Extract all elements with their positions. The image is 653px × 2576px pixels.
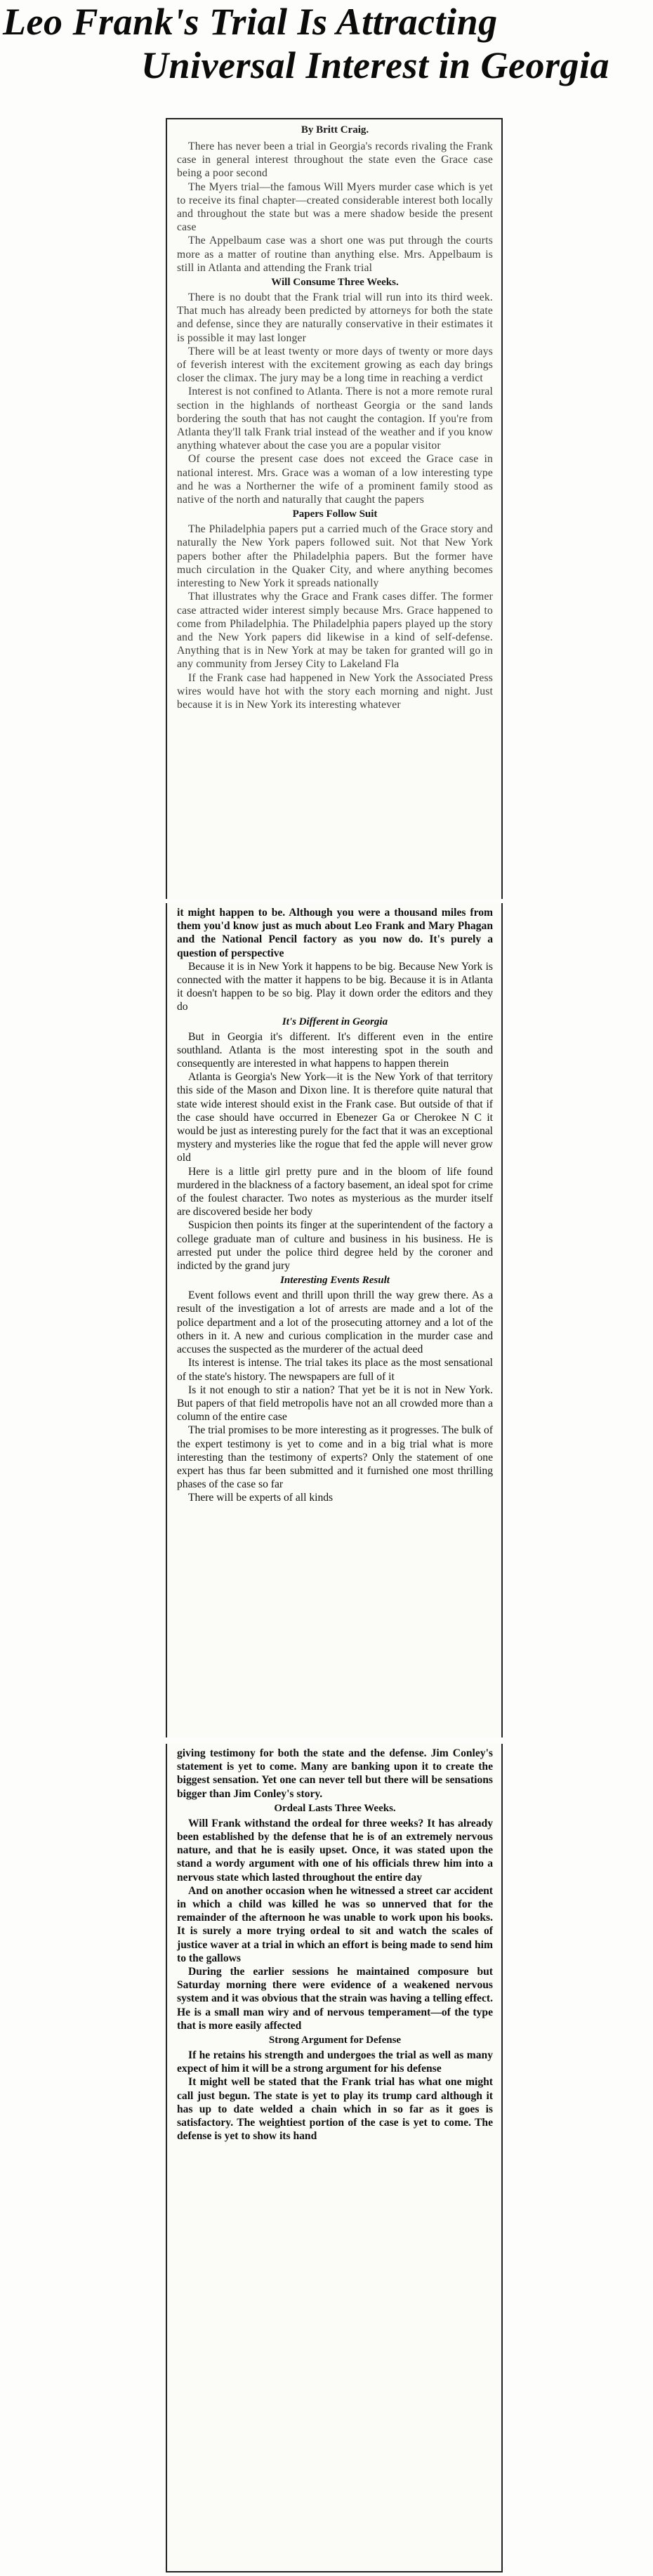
paragraph: But in Georgia it's different. It's different even in the entire southland. Atlanta is the most interesting spot in the south and consequently are interested in what happens to happen therein <box>177 1030 493 1070</box>
headline <box>3 0 650 87</box>
paragraph: Atlanta is Georgia's New York—it is the New York of that territory this side of the Mason and Dixon line. It is therefore quite natural that state wide interest should exist in the Frank case. But outside of that if the case should have occurred in Ebenezer Ga or Cherokee N C it would be just as interesting purely for the fact that it was an exceptional mystery and mysteries like the rogue that fed the apple will never grow old <box>177 1071 493 1164</box>
subheading: Papers Follow Suit <box>292 508 378 520</box>
article-column-segment-3 <box>166 1744 503 2572</box>
subheading: Strong Argument for Defense <box>268 2035 402 2046</box>
paragraph: If the Frank case had happened in New York the Associated Press wires would have hot with the story each morning and night. Just because it is in New York its interesting whatever <box>177 671 493 711</box>
headline-line-1: Leo Frank's Trial Is Attracting <box>3 1 498 43</box>
paragraph: Of course the present case does not exceed the Grace case in national interest. Mrs. Grace was a woman of a low interesting type and he was a Northerner the wife of a prominent family stood as native of the north and naturally that caught the papers <box>177 453 493 506</box>
paragraph: giving testimony for both the state and the defense. Jim Conley's statement is yet to come. Many are banking upon it to create the biggest sensation. Yet one can never tell but there will be sensations bigger than Jim Conley's story. <box>177 1747 493 1800</box>
headline-line-2: Universal Interest in Georgia <box>141 44 610 86</box>
paragraph: The Myers trial—the famous Will Myers murder case which is yet to receive its final chapter—created considerable interest both locally and throughout the state but was a mere shadow beside the present case <box>177 180 493 234</box>
byline: By Britt Craig. <box>301 124 369 136</box>
paragraph: Is it not enough to stir a nation? That yet be it is not in New York. But papers of that field metropolis have not an all crowded more than a column of the entire case <box>177 1384 493 1424</box>
paragraph: There has never been a trial in Georgia's records rivaling the Frank case in general interest throughout the state even the Grace case being a poor second <box>177 140 493 180</box>
paragraph: Its interest is intense. The trial takes its place as the most sensational of the state's history. The newspapers are full of it <box>177 1357 493 1383</box>
paragraph: If he retains his strength and undergoes the trial as well as many expect of him it will be a strong argument for his defense <box>177 2049 493 2075</box>
paragraph: Because it is in New York it happens to be big. Because New York is connected with the matter it happens to be big. Because it is in Atlanta it doesn't happen to be so big. Play it down order the editors and they do <box>177 960 493 1013</box>
paragraph: The Appelbaum case was a short one was put through the courts more as a matter of routine than anything else. Mrs. Appelbaum is still in Atlanta and attending the Frank trial <box>177 235 493 274</box>
paragraph: Event follows event and thrill upon thrill the way grew there. As a result of the investigation a lot of arrests are made and a lot of the police department and a lot of the prosecuting attorney and a lot of the others in it. A new and curious complication in the murder case and accuses the suspected as the murderer of the actual deed <box>177 1289 493 1356</box>
paragraph: And on another occasion when he witnessed a street car accident in which a child was killed he was so unnerved that for the remainder of the afternoon he was unable to work upon his books. It is surely a more trying ordeal to sit and watch the scales of justice waver at a trial in which an effort is being made to send him to the gallows <box>177 1884 493 1964</box>
subheading: It's Different in Georgia <box>282 1016 388 1027</box>
paragraph: The trial promises to be more interesting as it progresses. The bulk of the expert testimony is yet to come and in a big trial what is more interesting than the testimony of experts? Only the statement of one expert has thus far been submitted and it furnished one most thrilling phases of the case so far <box>177 1424 493 1491</box>
paragraph: It might well be stated that the Frank trial has what one might call just begun. The state is yet to play its trump card although it has up to date welded a chain which in so far as it goes is satisfactory. The weightiest portion of the case is yet to come. The defense is yet to show its hand <box>177 2076 493 2143</box>
article-column-segment-2 <box>166 903 503 1737</box>
paragraph: Will Frank withstand the ordeal for three weeks? It has already been established by the defense that he is of an extremely nervous nature, and that he is easily upset. Once, it was stated upon the stand a wordy argument with one of his officials threw him into a nervous state which lasted throughout the entire day <box>177 1817 493 1884</box>
paragraph: There will be at least twenty or more days of twenty or more days of feverish interest with the excitement growing as each day brings closer the climax. The jury may be a long time in reaching a verdict <box>177 345 493 385</box>
article-column-segment-1 <box>166 118 503 899</box>
paragraph: That illustrates why the Grace and Frank cases differ. The former case attracted wider interest simply because Mrs. Grace happened to come from Philadelphia. The Philadelphia papers played up the story and the New York papers did likewise in a kind of self-defense. Anything that is in New York at may be taken for granted will go in any community from Jersey City to Lakeland Fla <box>177 591 493 671</box>
paragraph: it might happen to be. Although you were a thousand miles from them you'd know just as much about Leo Frank and Mary Phagan and the National Pencil factory as you now do. It's purely a question of perspective <box>177 907 493 959</box>
paragraph: There will be experts of all kinds <box>188 1492 334 1504</box>
subheading: Will Consume Three Weeks. <box>271 277 399 289</box>
paragraph: Interest is not confined to Atlanta. There is not a more remote rural section in the highlands of northeast Georgia or the sand lands bordering the south that has not caught the contagion. If you're from Atlanta they'll talk Frank trial instead of the weather and if you know anything whatever about the case you are a popular visitor <box>177 386 493 452</box>
paragraph: The Philadelphia papers put a carried much of the Grace story and naturally the New York papers followed suit. Not that New York papers bother after the Philadelphia papers. But the former have much circulation in the Quaker City, and where anything becomes interesting to New York it spreads nationally <box>177 523 493 590</box>
paragraph: During the earlier sessions he maintained composure but Saturday morning there were evidence of a weakened nervous system and it was obvious that the strain was having a telling effect. He is a small man wiry and of nervous temperament—of the type that is more easily affected <box>177 1966 493 2032</box>
subheading: Interesting Events Result <box>280 1275 390 1287</box>
paragraph: Suspicion then points its finger at the superintendent of the factory a college graduate man of culture and business in his business. He is arrested put under the police third degree held by the coroner and indicted by the grand jury <box>177 1219 493 1273</box>
subheading: Ordeal Lasts Three Weeks. <box>274 1802 396 1814</box>
paragraph: There is no doubt that the Frank trial will run into its third week. That much has already been predicted by attorneys for both the state and defense, since they are naturally conservative in their estimates it is possible it may last longer <box>177 291 493 344</box>
paragraph: Here is a little girl pretty pure and in the bloom of life found murdered in the blackness of a factory basement, an ideal spot for crime of the foulest character. Two notes as mysterious as the murder itself are discovered beside her body <box>177 1165 493 1218</box>
